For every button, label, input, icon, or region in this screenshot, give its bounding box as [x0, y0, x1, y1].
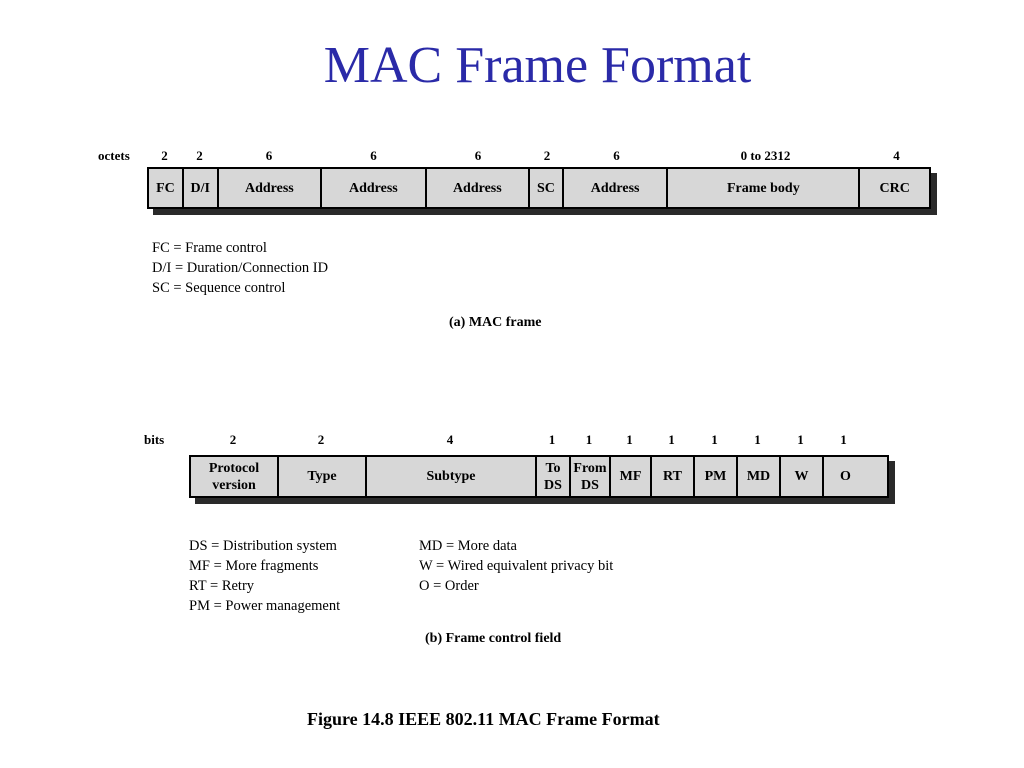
- mac-field-address-4: Address: [427, 169, 530, 207]
- fc-legend-line: PM = Power management: [189, 598, 341, 614]
- mac-frame-size-row: [147, 148, 931, 164]
- mac-frame-legend: [152, 238, 328, 298]
- frame-control-fields: [189, 455, 889, 498]
- slide-title: MAC Frame Format: [323, 37, 752, 94]
- mac-frame-caption: (a) MAC frame: [449, 315, 542, 330]
- fc-size-o-10: 1: [840, 432, 847, 447]
- fc-field-subtype-2: Subtype: [367, 457, 537, 496]
- fc-field-mf-5: MF: [611, 457, 652, 496]
- fc-field-w-9: W: [781, 457, 824, 496]
- fc-size-from-ds-4: 1: [585, 432, 593, 447]
- fc-legend-line: O = Order: [419, 578, 479, 594]
- mac-size-frame-body-7: 0 to 2312: [740, 148, 791, 163]
- mac-size-sc-5: 2: [543, 148, 551, 163]
- octets-label: octets: [98, 148, 130, 163]
- fc-legend-line: RT = Retry: [189, 578, 255, 594]
- fc-field-to-ds-3: To DS: [537, 457, 571, 496]
- fc-legend-line: MD = More data: [419, 538, 517, 554]
- mac-field-address-3: Address: [322, 169, 426, 207]
- bits-label: bits: [144, 432, 165, 447]
- fc-size-protocol-version-0: 2: [229, 432, 237, 447]
- mac-legend-line: D/I = Duration/Connection ID: [152, 260, 329, 276]
- mac-size-crc-8: 4: [893, 148, 900, 163]
- mac-field-sc-5: SC: [530, 169, 564, 207]
- mac-size-address-3: 6: [370, 148, 377, 163]
- fc-field-from-ds-4: From DS: [571, 457, 611, 496]
- fc-size-pm-7: 1: [711, 432, 718, 447]
- fc-size-md-8: 1: [754, 432, 761, 447]
- mac-legend-line: FC = Frame control: [152, 240, 267, 256]
- fc-size-rt-6: 1: [668, 432, 675, 447]
- mac-frame-fields: [147, 167, 931, 209]
- frame-control-size-row: [189, 432, 865, 448]
- mac-field-crc-8: CRC: [879, 180, 910, 196]
- frame-control-legend-right: [419, 536, 613, 596]
- fc-field-md-8: MD: [738, 457, 781, 496]
- fc-legend-line: MF = More fragments: [189, 558, 319, 574]
- fc-field-protocol-version-0: Protocol version: [191, 457, 279, 496]
- fc-legend-line: W = Wired equivalent privacy bit: [419, 558, 614, 574]
- mac-size-address-2: 6: [265, 148, 273, 163]
- fc-legend-line: DS = Distribution system: [189, 538, 337, 554]
- fc-size-w-9: 1: [797, 432, 804, 447]
- frame-control-legend-left: [189, 536, 340, 616]
- mac-field-fc-0: FC: [149, 169, 184, 207]
- mac-field-address-6: Address: [564, 169, 668, 207]
- fc-size-mf-5: 1: [626, 432, 633, 447]
- figure-caption: Figure 14.8 IEEE 802.11 MAC Frame Format: [307, 709, 660, 729]
- fc-size-subtype-2: 4: [446, 432, 454, 447]
- fc-size-to-ds-3: 1: [548, 432, 556, 447]
- mac-field-address-2: Address: [219, 169, 322, 207]
- fc-field-pm-7: PM: [695, 457, 738, 496]
- mac-legend-line: SC = Sequence control: [152, 280, 286, 296]
- mac-size-fc-0: 2: [161, 148, 168, 163]
- mac-size-address-6: 6: [613, 148, 620, 163]
- fc-field-rt-6: RT: [652, 457, 695, 496]
- fc-field-o-10: O: [840, 469, 851, 484]
- frame-control-caption: (b) Frame control field: [425, 631, 562, 646]
- fc-size-type-1: 2: [317, 432, 325, 447]
- mac-field-d-i-1: D/I: [184, 169, 219, 207]
- mac-field-frame-body-7: Frame body: [668, 169, 860, 207]
- mac-size-address-4: 6: [474, 148, 482, 163]
- fc-field-type-1: Type: [279, 457, 367, 496]
- mac-size-d-i-1: 2: [196, 148, 203, 163]
